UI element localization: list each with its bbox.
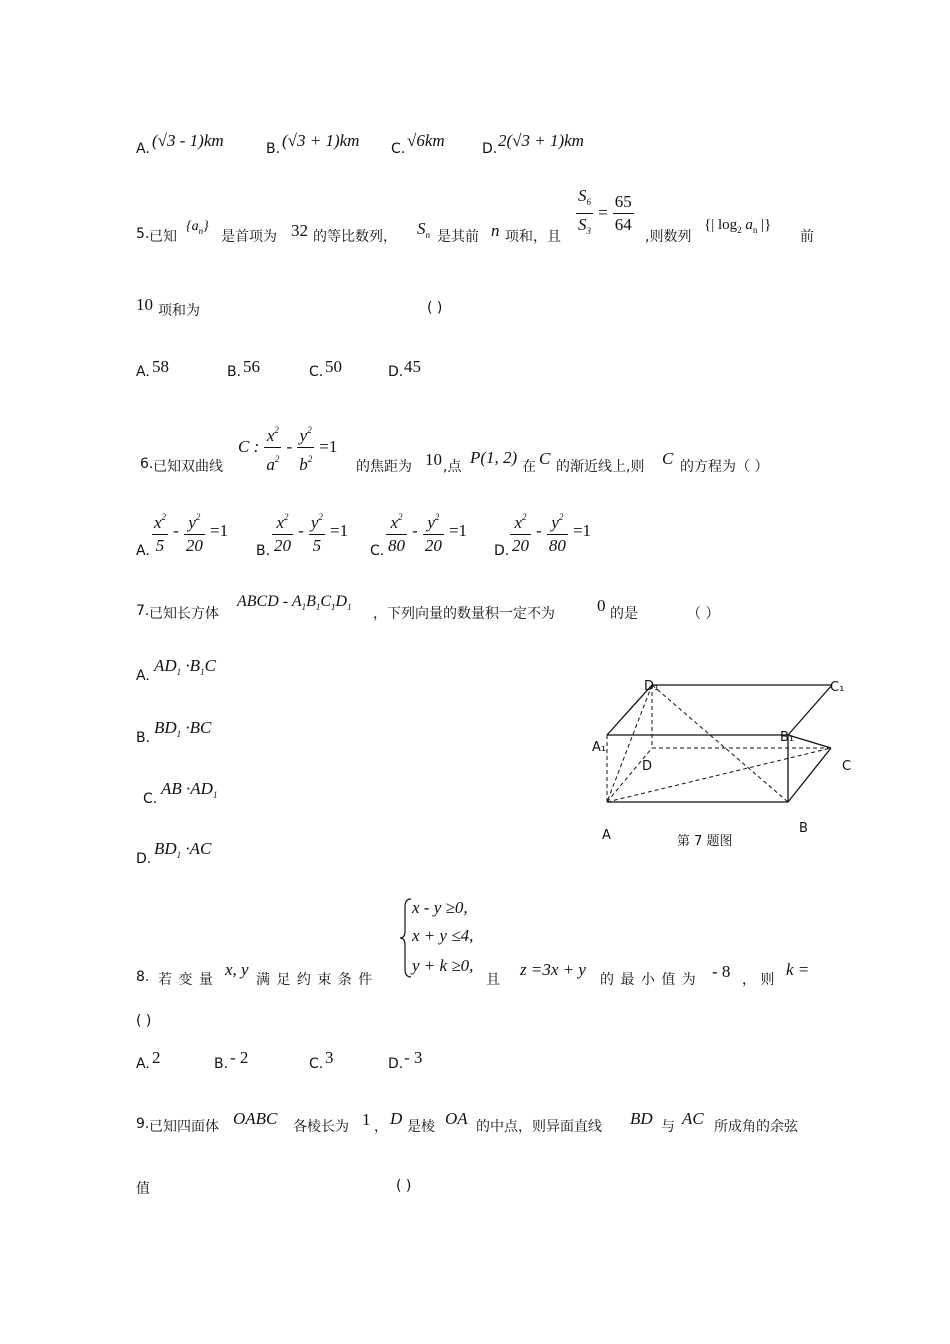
q6-hyperbola-equation: C : $\frac{x^2}{a^2}$ - $\frac{y^2}{b^2}$ =1 bbox=[238, 419, 337, 476]
q8-constraint-2: x + y ≤4, bbox=[412, 926, 474, 945]
q9-text: 的中点，则异面直线 bbox=[476, 1119, 602, 1135]
q7-number: 7. bbox=[136, 603, 150, 619]
q6-option-a: $\frac{x^2}{5}$ - $\frac{y^2}{20}$ =1 bbox=[152, 506, 228, 557]
q6-text: 的方程为（ ） bbox=[680, 459, 769, 475]
q7-text: 的是 bbox=[610, 606, 638, 622]
q9-line-ac: AC bbox=[682, 1109, 704, 1128]
q6-option-d-label: D. bbox=[494, 543, 510, 559]
q7-answer-paren: （ ） bbox=[687, 606, 720, 622]
q4-option-a-text: (√3 - 1)km bbox=[152, 131, 224, 150]
q8-option-a-label: A. bbox=[136, 1056, 150, 1072]
q8-text: 的 最 小 值 为 bbox=[600, 972, 697, 988]
q5-option-b-label: B. bbox=[227, 364, 242, 380]
q4-option-d-label: D. bbox=[482, 141, 498, 157]
q6-number: 6. bbox=[140, 456, 154, 472]
q7-option-c: AB $\cdot AD_1$ bbox=[161, 779, 218, 800]
q7-figure bbox=[585, 670, 875, 860]
q5-option-c: 50 bbox=[325, 357, 342, 376]
q4-option-c-text: √6km bbox=[407, 131, 445, 150]
q9-text: 已知四面体 bbox=[149, 1119, 219, 1135]
q9-edge-length: 1 bbox=[362, 1110, 371, 1129]
q5-text: 项和为 bbox=[158, 303, 200, 319]
q5-text: 是其前 bbox=[437, 229, 479, 245]
q9-text: ， bbox=[374, 1119, 388, 1135]
q8-left-brace bbox=[399, 897, 413, 979]
q8-option-c: 3 bbox=[325, 1048, 334, 1067]
q5-option-a-label: A. bbox=[136, 364, 150, 380]
q9-answer-paren: ( ) bbox=[396, 1178, 412, 1194]
q8-option-a: 2 bbox=[152, 1048, 161, 1067]
q6-option-d: $\frac{x^2}{20}$ - $\frac{y^2}{80}$ =1 bbox=[510, 506, 591, 557]
q7-option-d: $BD_1 \cdot AC$ bbox=[154, 839, 212, 860]
q7-option-c-label: C. bbox=[143, 791, 158, 807]
q5-text: 的等比数列， bbox=[313, 229, 397, 245]
q7-option-b: $BD_1 \cdot BC$ bbox=[154, 718, 212, 739]
q7-text: ，下列向量的数量积一定不为 bbox=[373, 606, 555, 622]
q8-objective: z =3x + y bbox=[520, 960, 586, 979]
q5-option-d-label: D. bbox=[388, 364, 404, 380]
q7-solid: ABCD - $A_1B_1C_1D_1$ bbox=[237, 593, 352, 612]
q8-variables: x, y bbox=[225, 960, 249, 979]
q5-n: n bbox=[491, 221, 500, 240]
q5-sequence: $\{a_n\}$ bbox=[186, 219, 209, 236]
q5-option-a: 58 bbox=[152, 357, 169, 376]
q6-text: 的渐近线上,则 bbox=[556, 459, 645, 475]
q6-curve: C bbox=[539, 449, 551, 468]
q6-text: 已知双曲线 bbox=[153, 459, 223, 475]
q4-option-d-text: 2(√3 + 1)km bbox=[498, 131, 584, 150]
q5-sn: $S_n$ bbox=[417, 219, 430, 240]
q8-min-value: - 8 bbox=[712, 962, 731, 981]
q9-text: 所成角的余弦 bbox=[714, 1119, 798, 1135]
q8-text: 若 变 量 bbox=[158, 972, 214, 988]
q7-option-a: $AD_1 \cdot B_1C$ bbox=[154, 656, 216, 677]
q9-text: 与 bbox=[661, 1119, 675, 1135]
q8-option-c-label: C. bbox=[309, 1056, 324, 1072]
fig-label-a: A bbox=[602, 828, 611, 843]
q6-focal-length: 10 bbox=[425, 450, 442, 469]
q6-option-a-label: A. bbox=[136, 543, 150, 559]
q8-text: 满 足 约 束 条 件 bbox=[256, 972, 374, 988]
q8-k: k = bbox=[786, 960, 810, 979]
fig-label-b: B bbox=[799, 821, 808, 836]
q5-answer-paren: ( ) bbox=[427, 300, 443, 316]
q9-text: 各棱长为 bbox=[293, 1119, 349, 1135]
q9-point-d: D bbox=[390, 1109, 403, 1128]
q5-option-d: 45 bbox=[404, 357, 421, 376]
q5-count: 10 bbox=[136, 295, 153, 314]
q8-number: 8. bbox=[136, 969, 150, 985]
fig-label-d1: D₁ bbox=[644, 679, 660, 694]
q8-answer-paren: ( ) bbox=[136, 1013, 152, 1029]
fig-label-b1: B₁ bbox=[780, 730, 795, 745]
q7-text: 已知长方体 bbox=[149, 606, 219, 622]
q9-line-bd: BD bbox=[630, 1109, 653, 1128]
q4-option-b-label: B. bbox=[266, 141, 281, 157]
q4-option-a-label: A. bbox=[136, 141, 150, 157]
q6-option-c: $\frac{x^2}{80}$ - $\frac{y^2}{20}$ =1 bbox=[386, 506, 467, 557]
fig-label-c: C bbox=[842, 759, 852, 774]
fig-label-c1: C₁ bbox=[830, 680, 845, 695]
q6-option-b-label: B. bbox=[256, 543, 271, 559]
q6-option-c-label: C. bbox=[370, 543, 385, 559]
q5-text: ,则数列 bbox=[645, 229, 692, 245]
q5-first-term: 32 bbox=[291, 221, 308, 240]
q6-text: 在 bbox=[522, 459, 536, 475]
q4-option-c-label: C. bbox=[391, 141, 406, 157]
q8-option-d-label: D. bbox=[388, 1056, 404, 1072]
q8-constraint-3: y + k ≥0, bbox=[412, 956, 474, 975]
q8-constraint-1: x - y ≥0, bbox=[412, 898, 468, 917]
q5-log-sequence: {| $\log_2 a_n$ |} bbox=[704, 217, 772, 235]
q7-zero: 0 bbox=[597, 596, 606, 615]
q8-option-b: - 2 bbox=[230, 1048, 249, 1067]
q9-number: 9. bbox=[136, 1116, 150, 1132]
q6-text: ,点 bbox=[443, 459, 462, 475]
q6-curve: C bbox=[662, 449, 674, 468]
q8-text: 且 bbox=[486, 972, 500, 988]
q7-option-a-label: A. bbox=[136, 668, 150, 684]
q6-point: P(1, 2) bbox=[470, 448, 518, 467]
q9-edge-oa: OA bbox=[445, 1109, 468, 1128]
q9-tetrahedron: OABC bbox=[233, 1109, 278, 1128]
q6-text: 的焦距为 bbox=[356, 459, 412, 475]
q6-option-b: $\frac{x^2}{20}$ - $\frac{y^2}{5}$ =1 bbox=[272, 506, 348, 557]
figure-caption: 第 7 题图 bbox=[677, 834, 733, 849]
q5-text: 是首项为 bbox=[221, 229, 277, 245]
q7-option-b-label: B. bbox=[136, 730, 151, 746]
q4-option-b-text: (√3 + 1)km bbox=[282, 131, 360, 150]
q9-text: 值 bbox=[136, 1181, 150, 1197]
fig-label-a1: A₁ bbox=[592, 740, 607, 755]
q5-option-b: 56 bbox=[243, 357, 260, 376]
q8-text: ， 则 bbox=[742, 972, 775, 988]
q8-option-b-label: B. bbox=[214, 1056, 229, 1072]
fig-label-d: D bbox=[642, 759, 653, 774]
q5-option-c-label: C. bbox=[309, 364, 324, 380]
q9-text: 是棱 bbox=[407, 1119, 435, 1135]
q7-option-d-label: D. bbox=[136, 851, 152, 867]
q5-text: 前 bbox=[800, 229, 814, 245]
q5-ratio-fraction: $\frac{S_6}{S_3}$ = $\frac{65}{64}$ bbox=[578, 186, 632, 236]
q5-text: 已知 bbox=[149, 229, 177, 245]
q8-option-d: - 3 bbox=[404, 1048, 423, 1067]
q5-number: 5. bbox=[136, 226, 150, 242]
q5-text: 项和，且 bbox=[505, 229, 561, 245]
